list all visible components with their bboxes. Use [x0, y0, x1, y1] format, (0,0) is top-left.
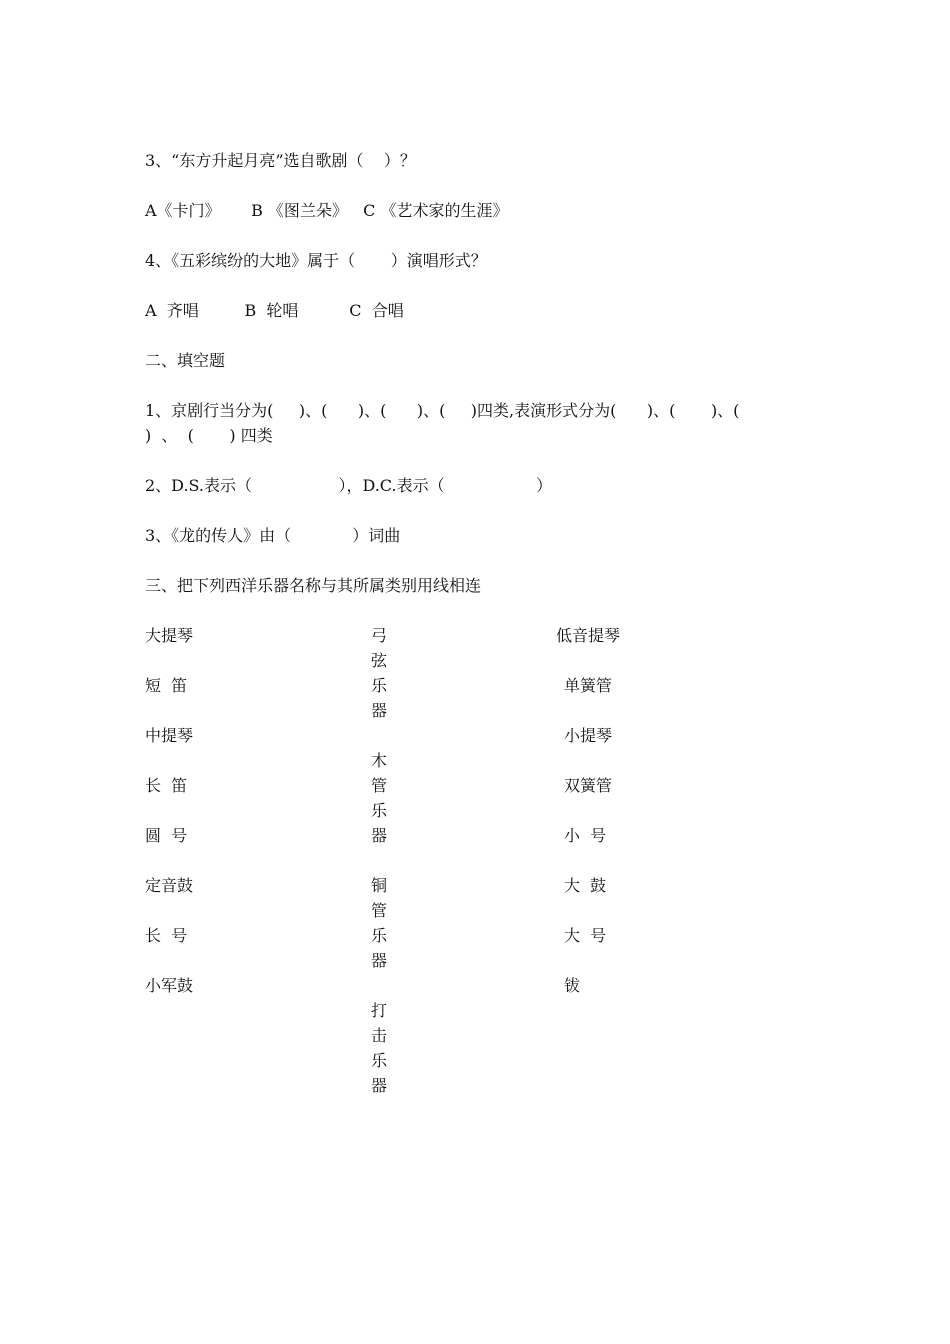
- right-instrument: 大 鼓: [564, 876, 607, 895]
- right-instrument: 小 号: [564, 826, 607, 845]
- right-instrument: 钹: [564, 976, 581, 995]
- fill-blank-1-line-1: 1、京剧行当分为( )、( )、( )、( )四类,表演形式分为( )、( )、(: [145, 401, 740, 420]
- left-instrument: 短 笛: [145, 676, 188, 695]
- left-instrument: 小军鼓: [145, 976, 194, 995]
- section-3-title: 三、把下列西洋乐器名称与其所属类别用线相连: [145, 576, 482, 595]
- category-char: 木: [371, 751, 388, 770]
- left-instrument: 长 号: [145, 926, 188, 945]
- left-instrument: 圆 号: [145, 826, 188, 845]
- category-char: 管: [371, 776, 388, 795]
- question-3-options: A《卡门》 B 《图兰朵》 C 《艺术家的生涯》: [145, 201, 509, 220]
- question-3: 3、“东方升起月亮”选自歌剧（ ）？: [145, 151, 416, 170]
- category-char: 乐: [371, 801, 388, 820]
- category-char: 弓: [371, 626, 388, 645]
- question-4-options: A 齐唱 B 轮唱 C 合唱: [145, 301, 404, 320]
- category-char: 器: [371, 826, 388, 845]
- right-instrument: 小提琴: [564, 726, 613, 745]
- category-char: 铜: [371, 876, 388, 895]
- left-instrument: 长 笛: [145, 776, 188, 795]
- category-char: 弦: [371, 651, 388, 670]
- category-char: 管: [371, 901, 388, 920]
- section-2-title: 二、填空题: [145, 351, 226, 370]
- category-char: 打: [371, 1001, 388, 1020]
- category-char: 击: [371, 1026, 388, 1045]
- right-instrument: 低音提琴: [556, 626, 621, 645]
- fill-blank-3: 3、《龙的传人》由（ ）词曲: [145, 526, 401, 545]
- question-4: 4、《五彩缤纷的大地》属于（ ）演唱形式？: [145, 251, 487, 270]
- category-char: 器: [371, 951, 388, 970]
- category-char: 乐: [371, 1051, 388, 1070]
- left-instrument: 中提琴: [145, 726, 194, 745]
- category-char: 乐: [371, 676, 388, 695]
- fill-blank-2: 2、D.S.表示（ ），D.C.表示（ ）: [145, 476, 553, 495]
- left-instrument: 定音鼓: [145, 876, 194, 895]
- right-instrument: 大 号: [564, 926, 607, 945]
- right-instrument: 单簧管: [564, 676, 613, 695]
- category-char: 器: [371, 701, 388, 720]
- right-instrument: 双簧管: [564, 776, 613, 795]
- left-instrument: 大提琴: [145, 626, 194, 645]
- category-char: 器: [371, 1076, 388, 1095]
- category-char: 乐: [371, 926, 388, 945]
- fill-blank-1-line-2: ) 、 ( ) 四类: [145, 426, 273, 445]
